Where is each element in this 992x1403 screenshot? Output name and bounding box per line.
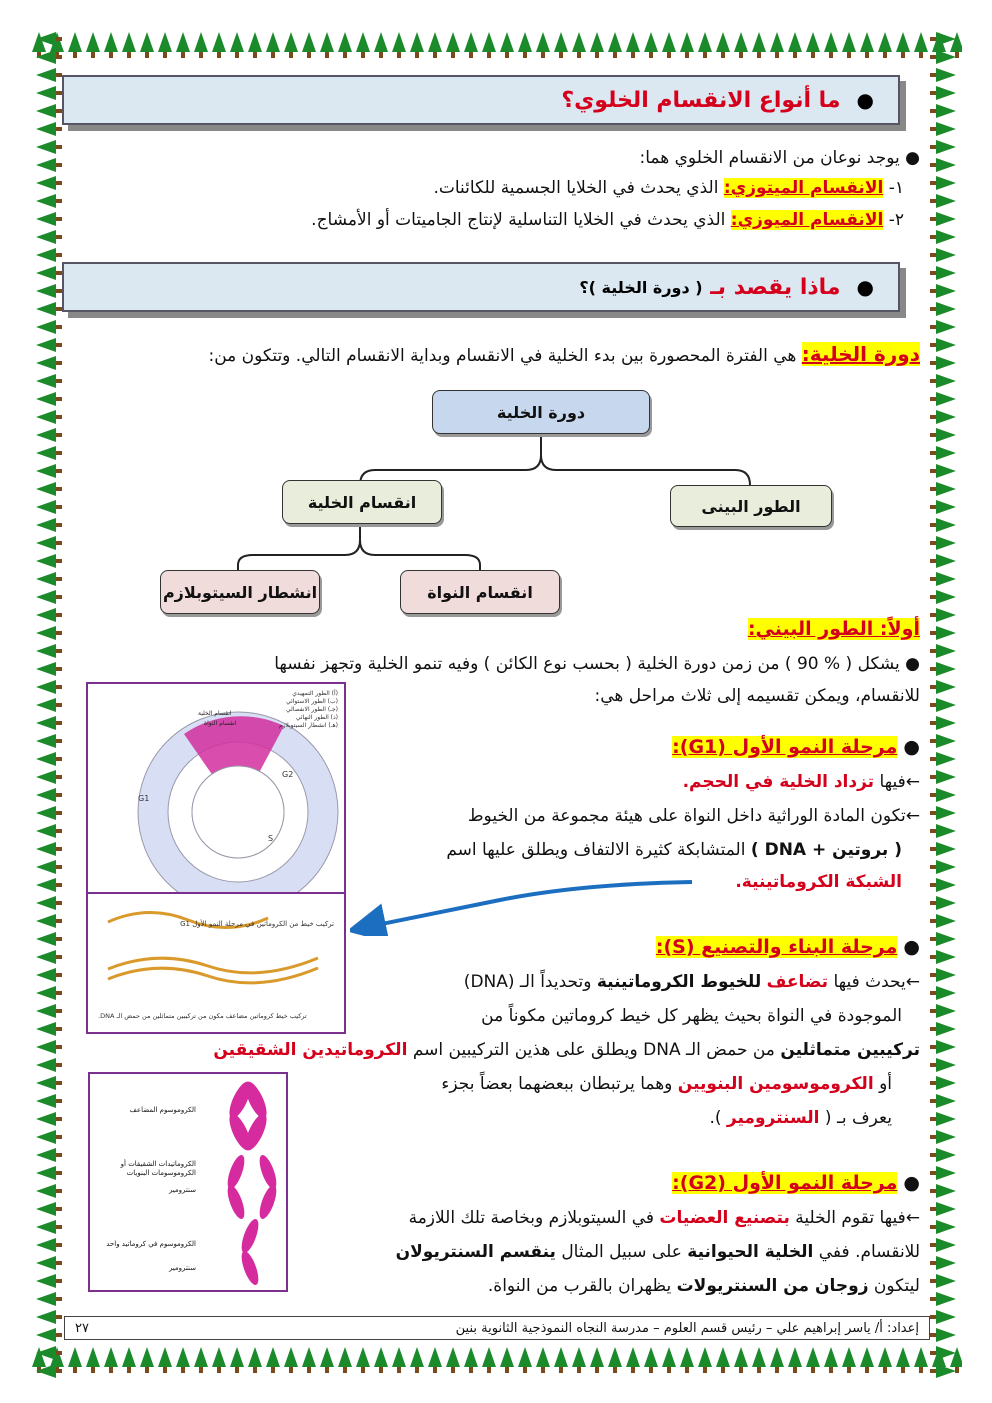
s-line-1: ←يحدث فيها تضاعف للخيوط الكروماتينية وتحديداً الـ (DNA) — [463, 972, 920, 992]
diagram-node-karyokinesis: انقسام النواة — [400, 570, 560, 614]
g1-bullet-2-line-3: الشبكة الكروماتينية. — [735, 872, 902, 892]
cell-cycle-label-g2: G2 — [282, 770, 294, 779]
cell-cycle-image — [86, 682, 346, 894]
types-item-2: ٢- الانقسام الميوزي: الذي يحدث في الخلايا التناسلية لإنتاج الجاميتات أو الأمشاج. — [311, 210, 904, 230]
page-border-right — [926, 30, 962, 1380]
diagram-node-cytokinesis: انشطار السيتوبلازم — [160, 570, 320, 614]
question-box-cell-cycle: ● ماذا يقصد بـ ( دورة الخلية )؟ — [62, 262, 900, 312]
term-mitosis: الانقسام الميتوزي: — [723, 178, 884, 198]
page-border-bottom — [30, 1345, 962, 1381]
arrow-icon: ← — [905, 1208, 920, 1228]
chromatin-caption-top: تركيب خيط من الكروماتين في مرحلة النمو الأول G1 — [180, 920, 334, 928]
bullet-icon: ● — [897, 1172, 920, 1194]
footer-author: إعداد: أ/ ياسر إبراهيم علي – رئيس قسم العلوم – مدرسة النجاه النموذجية الثانوية بنين — [455, 1320, 919, 1336]
types-item-1: ١- الانقسام الميتوزي: الذي يحدث في الخلايا الجسمية للكائنات. — [433, 178, 904, 198]
page-border-left — [30, 30, 66, 1380]
bullet-icon: ● — [897, 736, 920, 758]
g1-bullet-2-line-2: ( بروتين + DNA ) المتشابكة كثيرة الالتفاف ويطلق عليها اسم — [446, 840, 902, 860]
page-number: ٢٧ — [75, 1320, 89, 1336]
interphase-line-1: ● يشكل ( % 90 ) من زمن دورة الخلية ( بحسب نوع الكائن ) وفيه تنمو الخلية وتجهز نفسها — [274, 654, 920, 674]
s-line-2: الموجودة في النواة بحيث يظهر كل خيط كروماتين مكوناً من — [481, 1006, 902, 1026]
g2-line-1: ←فيها تقوم الخلية بتصنيع العضيات في السيتوبلازم وبخاصة تلك اللازمة — [408, 1208, 920, 1228]
arrow-icon: ← — [905, 772, 920, 792]
arrow-icon: ← — [905, 972, 920, 992]
s-line-3: تركيبين متماثلين من حمض الـ DNA ويطلق على هذين التركيبين اسم الكروماتيدين الشقيقين — [213, 1040, 920, 1060]
page-border-top — [30, 30, 962, 66]
s-line-5: يعرف بـ ( السنترومير ). — [709, 1108, 892, 1128]
bullet-icon: ● — [897, 936, 920, 958]
bullet-icon: ● — [899, 148, 920, 168]
page-footer — [64, 1316, 930, 1340]
chromosome-label-sister-chromatids: الكروماتيدات الشقيقات أو الكروموسومات البنويات — [120, 1160, 196, 1177]
cell-cycle-definition: دورة الخلية: هي الفترة المحصورة بين بدء الخلية في الانقسام وبداية الانقسام التالي. وتتكون من: — [208, 342, 920, 366]
chromatin-image — [86, 892, 346, 1034]
cell-cycle-label-g1: G1 — [138, 794, 150, 803]
bullet-icon: ● — [899, 654, 920, 674]
term-meiosis: الانقسام الميوزي: — [730, 210, 884, 230]
pointer-arrow — [350, 872, 700, 936]
chromosome-label-centromere-1: سنترومير — [168, 1186, 196, 1194]
g2-line-2: للانقسام. ففي الخلية الحيوانية على سبيل المثال ينقسم السنتريولان — [395, 1242, 920, 1262]
g1-bullet-1: ←فيها تزداد الخلية في الحجم. — [682, 772, 920, 792]
chromosome-label-centromere-2: سنترومير — [168, 1264, 196, 1272]
chromatin-caption-bottom: تركيب خيط كروماتين مضاعف مكون من تركيبين متماثلين من حمض الـ DNA. — [98, 1012, 307, 1020]
cell-cycle-label-nucleus: انقسام النواة — [204, 720, 237, 727]
s-heading: ● مرحلة البناء والتصنيع (S): — [655, 936, 920, 958]
chromosome-label-duplicated: الكروموسوم المضاعف — [129, 1106, 196, 1114]
diagram-node-cell-division: انقسام الخلية — [282, 480, 442, 524]
term-cell-cycle: دورة الخلية: — [801, 342, 920, 366]
interphase-line-2: للانقسام، ويمكن تقسيمه إلى ثلاث مراحل هي: — [594, 686, 920, 706]
cell-cycle-label-s: S — [268, 834, 274, 843]
bullet-icon: ● — [856, 88, 874, 112]
types-intro: ● يوجد نوعان من الانقسام الخلوي هما: — [639, 148, 920, 168]
cell-cycle-legend: (أ) الطور التمهيدي (ب) الطور الاستوائي (جـ) الطور الانفصالي (د) الطور النهائي (هـ) انشطار السيتوبلازم — [278, 690, 338, 729]
chromosome-label-single: الكروموسوم في كروماتيد واحد — [106, 1240, 196, 1248]
s-line-4: أو الكروموسومين البنويين وهما يرتبطان ببعضهما بعضاً بجزء — [441, 1074, 892, 1094]
interphase-heading: أولاً: الطور البيني: — [747, 618, 920, 640]
g2-line-3: ليتكون زوجان من السنتريولات يظهران بالقرب من النواة. — [487, 1276, 920, 1296]
arrow-icon: ← — [905, 806, 920, 826]
question-box-types — [62, 75, 900, 125]
bullet-icon: ● — [856, 275, 874, 299]
diagram-node-interphase: الطور البينى — [670, 485, 832, 527]
g1-bullet-2-line-1: ←تكون المادة الوراثية داخل النواة على هيئة مجموعة من الخيوط — [467, 806, 920, 826]
chromosome-image — [88, 1072, 288, 1292]
g2-heading: ● مرحلة النمو الأول (G2): — [672, 1172, 920, 1194]
diagram-node-cell-cycle: دورة الخلية — [432, 390, 650, 434]
question-title: ما أنواع الانقسام الخلوي؟ — [561, 87, 841, 113]
g1-heading: ● مرحلة النمو الأول (G1): — [672, 736, 920, 758]
cell-cycle-label-division: انقسام الخلية — [198, 710, 232, 717]
